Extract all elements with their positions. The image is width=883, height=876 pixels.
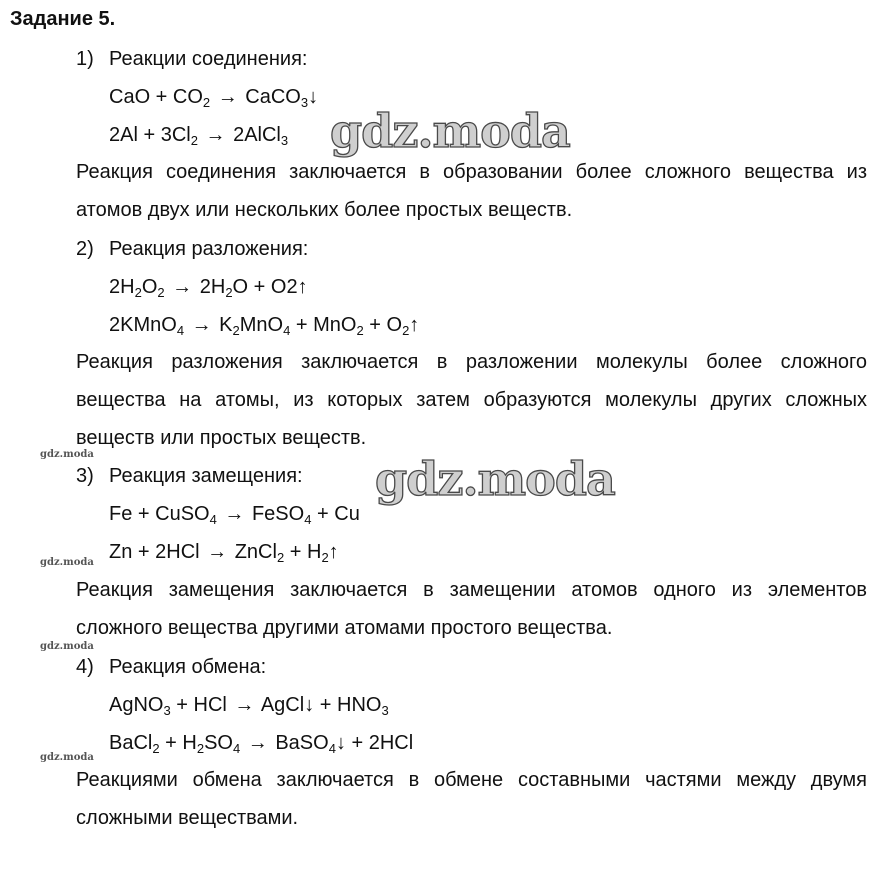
section-4-description: Реакциями обмена заключается в обмене составными частями между двумя сложными веществами. [76, 769, 867, 829]
section-3-number: 3) [76, 465, 94, 487]
section-4-number: 4) [76, 656, 94, 678]
right-arrow-icon: → [205, 124, 226, 146]
section-3-heading [76, 463, 303, 489]
equation-al-cl2: $2Al + 3Cl_2$ → 2AlCl$_3$ [109, 124, 289, 148]
right-arrow-icon: → [224, 503, 245, 525]
watermark-logo: gdz.moda [330, 104, 570, 158]
right-arrow-icon: → [191, 314, 212, 336]
right-arrow-icon: → [172, 276, 193, 298]
section-2-heading [76, 236, 308, 262]
down-arrow-icon: ↓ [304, 694, 315, 716]
section-1-title: Реакции соединения: [109, 48, 308, 70]
section-1-number: 1) [76, 48, 94, 70]
watermark-small: gdz.moda [40, 557, 94, 568]
watermark-small: gdz.moda [40, 641, 94, 652]
section-3-description: Реакция замещения заключается в замещении атомов одного из элементов сложного вещества другими атомами простого вещества. [76, 579, 867, 639]
section-4-heading [76, 654, 266, 680]
section-4-title: Реакция обмена: [109, 656, 267, 678]
equation-kmno4: 2KMnO$_4$ → $K_2MnO_4 + MnO_2$ + $O_2↑$ [109, 314, 420, 338]
up-arrow-icon: ↑ [409, 314, 420, 336]
down-arrow-icon: ↓ [308, 86, 319, 108]
up-arrow-icon: ↑ [328, 541, 339, 563]
watermark-logo: gdz.moda [375, 452, 615, 506]
section-2-description: Реакция разложения заключается в разложении молекулы более сложного вещества на атомы, из которых затем образуются молекулы других сложных веществ или простых веществ. [76, 351, 867, 449]
equation-agno3-hcl: AgNO$_3$ + HCl → AgCl↓ + $HNO_3$ [109, 694, 389, 718]
down-arrow-icon: ↓ [335, 732, 346, 754]
section-1-description: Реакция соединения заключается в образовании более сложного вещества из атомов двух или нескольких более простых веществ. [76, 161, 867, 221]
equation-h2o2: $2H_2O_2 \to 2H_2O$ + O2↑ [109, 276, 308, 300]
right-arrow-icon: → [217, 86, 238, 108]
up-arrow-icon: ↑ [297, 276, 308, 298]
right-arrow-icon: → [207, 541, 228, 563]
section-3-title: Реакция замещения: [109, 465, 303, 487]
section-2-title: Реакция разложения: [109, 238, 309, 260]
watermark-small: gdz.moda [40, 752, 94, 763]
section-2-number: 2) [76, 238, 94, 260]
equation-fe-cuso4: Fe + CuSO$_4$ → FeSO$_4$ + Cu [109, 503, 360, 527]
right-arrow-icon: → [247, 732, 268, 754]
watermark-small: gdz.moda [40, 449, 94, 460]
equation-bacl2-h2so4: BaCl$_2$ + $H_2SO_4$ → BaSO$_4$↓ + 2HCl [109, 732, 414, 756]
section-1-heading [76, 46, 307, 72]
task-title: Задание 5. [10, 8, 116, 30]
right-arrow-icon: → [234, 694, 255, 716]
equation-zn-hcl: Zn + 2HCl → ZnCl$_2$ + $H_2↑$ [109, 541, 339, 565]
equation-cao-co2: CaO + $CO_2$ → CaCO$_3$↓ [109, 86, 319, 110]
